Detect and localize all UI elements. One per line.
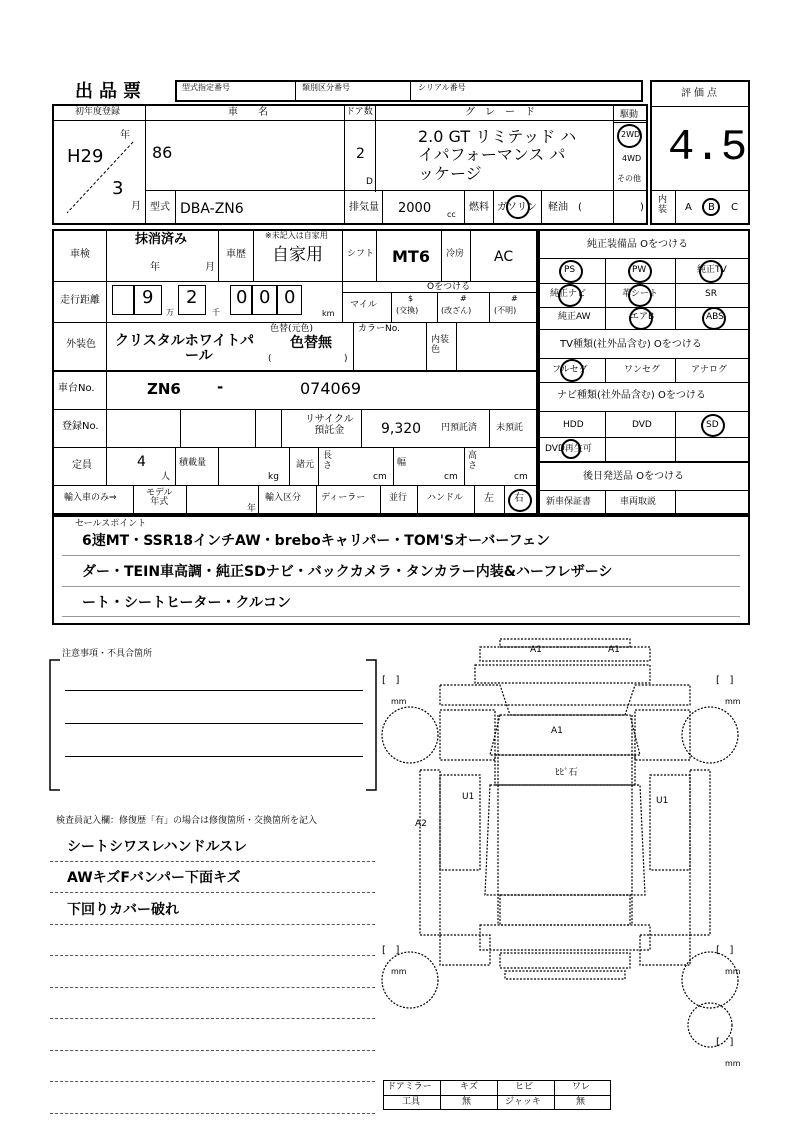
inspector-line-2: AWキズFバンパー下面キズ [67,870,241,886]
displacement-value: 2000 [398,201,432,216]
drive-label: 駆動 [620,110,639,120]
fuel-other-close: ) [640,202,644,213]
interior-label: 内 装 [658,195,668,215]
first-reg-slash [65,140,135,215]
equip-pw: PW [632,265,647,275]
import-dealer: ディーラー [321,493,366,503]
mileage-opt1-sym: $ [408,294,414,303]
grade-label: グレード [465,107,545,118]
legend-value-3: ジャッキ [505,1097,541,1107]
diagram-mark-a1-bumper: A1 [530,645,542,655]
load-unit: kg [268,472,279,482]
drive-selected-circle [617,124,642,148]
height-unit: cm [514,472,528,482]
doors-suffix: D [366,177,373,187]
color-value: クリスタルホワイトパ ール [115,333,255,365]
legend-header-3: ヒビ [515,1082,534,1092]
navi-dvd-play: DVD再生可 [545,444,592,454]
equip-ps: PS [564,265,576,275]
sales-point-line-2: ダー・TEIN車高調・純正SDナビ・バックカメラ・タンカラー内装&ハーフレザーシ [82,564,613,580]
mileage-digit-5: 0 [284,287,296,308]
legend-header-4: ワレ [572,1082,591,1092]
legend-header-2: キズ [460,1082,478,1092]
mm-label-rl: mm [391,967,407,976]
first-reg-label: 初年度登録 [75,107,121,117]
inspection-value: 抹消済み [135,232,188,247]
type-designation-label: 型式指定番号 [182,83,230,92]
width-unit: cm [444,472,458,482]
tv-analog: アナログ [691,365,728,375]
drive-2wd: 2WD [621,130,641,139]
inspector-label: 検査員記入欄：修復歴「有」の場合は修復箇所・交換箇所を記入 [56,816,318,826]
displacement-label: 排気量 [349,202,379,213]
equip-abs-circle [702,307,726,330]
fuel-diesel: 軽油 [548,202,568,213]
length-label: 長 さ [323,451,333,471]
sales-point-line-3: ート・シートヒーター・クルコン [82,595,292,611]
navi-dvd: DVD [632,420,652,430]
category-label: 類別区分番号 [302,83,350,92]
navi-label: ナビ種類(社外品含む) Oをつける [557,390,706,401]
handle-right: 右 [514,493,524,504]
later-doc-warranty: 新車保証書 [546,497,592,507]
details-grid [52,229,538,515]
mileage-digit-4: 0 [259,287,271,308]
drive-other: その他 [617,174,641,183]
recycle-status: 未預託 [496,423,524,433]
later-docs-label: 後日発送品 Oをつける [583,471,685,482]
equip-sr: SR [705,289,717,299]
mm-label-spare: mm [725,1059,741,1068]
fuel-selected-circle [506,195,530,219]
mm-bracket-rl: [ ] [382,945,400,956]
shift-label: シフト [347,249,375,259]
interior-grade-c: C [731,202,738,213]
tv-fullseg: フルセグ [552,365,588,375]
capacity-label: 定員 [72,460,92,471]
sales-point-label: セールスポイント [75,519,147,529]
grade-value: 2.0 GT リミテッド ハ イパフォーマンス パ ッケージ [418,127,577,183]
ac-label: 冷房 [446,249,465,259]
mileage-man-unit: 万 [166,308,174,317]
mm-bracket-rr: [ ] [716,945,734,956]
mm-label-rr: mm [725,967,741,976]
tv-selected-circle [560,359,584,382]
navi-sd: SD [706,420,719,430]
recycle-label: リサイクル 預託金 [305,414,354,436]
inspector-line-1: シートシワスレハンドルスレ [67,839,248,855]
handle-selected-circle [508,489,532,512]
model-label: 型式 [150,202,170,213]
history-value: 自家用 [272,245,323,265]
registration-label: 登録No. [62,421,99,432]
first-reg-month-unit: 月 [131,201,141,212]
car-name-value: 86 [152,143,173,162]
model-value: DBA-ZN6 [180,201,244,217]
mm-bracket-fl: [ ] [382,675,400,686]
model-year-unit: 年 [247,504,257,514]
equip-tv-circle [699,260,723,283]
handle-label: ハンドル [427,493,464,503]
repaint-paren-close: ) [344,354,348,364]
chassis-number: 074069 [300,379,362,398]
repaint-label: 色替(元色) [270,324,314,334]
diagram-mark-a1-hood: A1 [551,726,563,736]
mileage-circle-note: Oをつける [427,282,471,292]
mm-bracket-spare: [ ] [716,1037,734,1048]
interior-grade-a: A [685,202,692,213]
navi-hdd: HDD [563,420,584,430]
height-label: 高 さ [468,451,478,471]
displacement-unit: cc [447,210,456,219]
equipment-label: 純正装備品 Oをつける [587,239,689,250]
diagram-mark-windshield: ﾋﾋﾞ石 [555,768,578,778]
legend-value-1: 工具 [402,1097,421,1107]
ac-value: AC [494,249,514,265]
rating-score: 4.5 [668,123,748,173]
legend-header-1: ドアミラー [387,1082,432,1092]
rating-label: 評価点 [681,88,720,99]
repaint-value: 色替無 [290,335,332,351]
notes-label: 注意事項・不具合箇所 [62,649,153,659]
equip-aw: 純正AW [558,312,591,322]
equip-airbag: エアB [630,312,655,322]
inspection-year-unit: 年 [150,262,160,273]
navi-dvd-play-circle [561,439,581,459]
mileage-opt3-label: (不明) [494,306,517,315]
diagram-mark-u1-right: U1 [656,796,669,806]
mileage-opt3-sym: # [511,294,518,303]
diagram-mark-a2: A2 [415,819,427,829]
width-label: 幅 [397,458,407,468]
mileage-label: 走行距離 [60,295,100,306]
mm-bracket-fr: [ ] [716,675,734,686]
mileage-unit: km [322,309,335,318]
dims-label: 諸元 [296,460,315,470]
recycle-value: 9,320 [381,421,422,437]
capacity-value: 4 [137,454,146,470]
notes-bracket [48,658,378,793]
load-label: 積載量 [179,458,207,468]
length-unit: cm [373,472,387,482]
navi-sd-circle [701,414,725,437]
doors-label: ドア数 [346,107,373,117]
first-reg-era-year: H29 [67,146,104,167]
handle-left: 左 [484,493,494,504]
equip-navi-circle [558,284,582,307]
recycle-unit: 円預託済 [441,423,478,433]
import-type-label: 輸入区分 [265,493,302,503]
inspection-label: 車検 [70,249,90,260]
shift-value: MT6 [392,247,430,266]
tv-oneseg: ワンセグ [624,365,661,375]
mm-label-fl: mm [391,697,407,706]
mileage-sen-unit: 千 [212,308,220,317]
mm-label-fr: mm [725,697,741,706]
model-year-label: モデル 年式 [146,488,173,508]
history-note: ※未記入は自家用 [265,231,328,240]
equip-tv: 純正TV [697,265,727,275]
legend-value-4: 無 [576,1097,586,1107]
chassis-label: 車台No. [58,383,95,394]
equip-airbag-circle [629,307,653,330]
mileage-mile-label: マイル [350,300,377,310]
inspection-month-unit: 月 [205,262,215,273]
chassis-dash: - [217,378,224,396]
equip-pw-circle [628,260,652,283]
chassis-prefix: ZN6 [147,380,181,398]
color-label: 外装色 [66,339,96,350]
diagram-mark-u1-left: U1 [462,792,475,802]
sheet-title: 出品票 [75,81,147,102]
equip-navi: 純正ナビ [550,289,587,299]
first-reg-year-unit: 年 [120,130,130,141]
sales-point-line-1: 6速MT・SSR18インチAW・breboキャリパー・TOM'Sオーバーフェン [82,533,550,549]
equip-abs: ABS [706,312,724,322]
mileage-digit-3: 0 [236,287,248,308]
equip-leather: 革シート [622,289,659,299]
drive-4wd: 4WD [622,154,642,163]
legend-value-2: 無 [462,1097,472,1107]
serial-label: シリアル番号 [418,83,466,92]
equip-ps-circle [559,260,583,283]
later-doc-manual: 車両取説 [620,497,657,507]
header-id-box [175,80,643,102]
interior-grade-b: B [708,202,715,213]
import-parallel: 並行 [389,493,408,503]
mileage-opt1-label: (交換) [396,306,419,315]
doors-value: 2 [356,146,365,162]
fuel-gasoline: ガソリン [497,202,537,213]
history-label: 車歴 [226,249,246,260]
interior-grade-circle [702,198,720,216]
equip-leather-circle [628,284,652,307]
mileage-opt2-sym: # [460,294,467,303]
car-name-label: 車名 [228,107,288,118]
inspector-line-3: 下回りカバー破れ [67,902,179,918]
mileage-digit-1: 9 [142,287,154,308]
repaint-paren-open: ( [268,354,272,364]
mileage-digit-2: 2 [186,287,198,308]
color-no-label: カラーNo. [358,324,400,334]
interior-color-label: 内装 色 [431,335,450,355]
import-label: 輸入車のみ⇒ [64,493,117,503]
diagram-mark-a1-bumper-right: A1 [608,645,620,655]
car-damage-diagram [380,635,780,1080]
capacity-unit: 人 [161,472,171,482]
tv-label: TV種類(社外品含む) Oをつける [560,339,702,350]
first-reg-month: 3 [112,178,124,199]
fuel-label: 燃料 [469,202,489,213]
fuel-other-open: ( [578,202,582,213]
mileage-opt2-label: (改ざん) [441,306,472,315]
